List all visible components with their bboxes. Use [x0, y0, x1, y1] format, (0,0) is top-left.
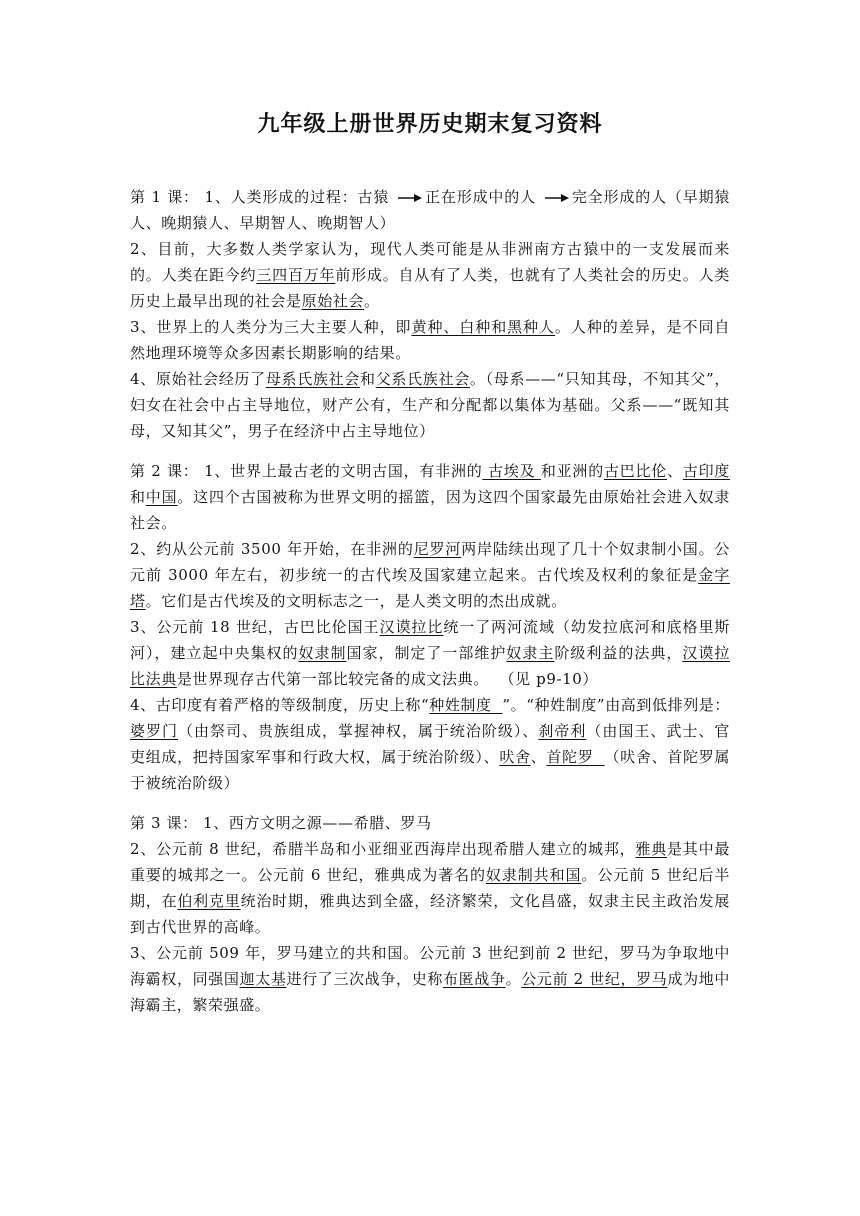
- document-title: 九年级上册世界历史期末复习资料: [257, 112, 603, 137]
- lesson-2-point-1: 第 2 课： 1、世界上最古老的文明古国，有非洲的 古埃及 和亚洲的古巴比伦、古印度和中国。这四个古国被称为世界文明的摇篮，因为这四个国家最先由原始社会进入奴隶社会。: [130, 462, 731, 532]
- lesson-2-point-2: 2、约从公元前 3500 年开始，在非洲的尼罗河两岸陆续出现了几十个奴隶制小国。公元前 3000 年左右，初步统一的古代埃及国家建立起来。古代埃及权利的象征是金字塔。它们是古代埃及的文明标志之一，是人类文明的杰出成就。: [130, 540, 731, 610]
- lesson-1-point-3: 3、世界上的人类分为三大主要人种，即黄种、白种和黑种人。人种的差异，是不同自然地理环境等众多因素长期影响的结果。: [130, 318, 730, 362]
- arrow-right-icon: [397, 193, 423, 203]
- lesson-3-point-3: 3、公元前 509 年，罗马建立的共和国。公元前 3 世纪到前 2 世纪，罗马为争取地中海霸权，同强国迦太基进行了三次战争，史称布匿战争。公元前 2 世纪，罗马成为地中海霸主，繁荣强盛。: [130, 944, 730, 1014]
- lesson-2-heading: 第 2 课：: [130, 462, 199, 480]
- lesson-3-heading: 第 3 课：: [130, 814, 198, 832]
- lesson-3-point-1: 第 3 课： 1、西方文明之源——希腊、罗马: [130, 814, 432, 832]
- lesson-3-point-2: 2、公元前 8 世纪，希腊半岛和小亚细亚西海岸出现希腊人建立的城邦，雅典是其中最重要的城邦之一。公元前 6 世纪，雅典成为著名的奴隶制共和国。公元前 5 世纪后半期，在伯利克里统治时期，雅典达到全盛，经济繁荣，文化昌盛，奴隶主民主政治发展到古代世界的高峰。: [130, 840, 730, 936]
- lesson-2: [130, 458, 730, 796]
- lesson-2-point-4: 4、古印度有着严格的等级制度，历史上称“种姓制度 ”。“种姓制度”由高到低排列是：婆罗门（由祭司、贵族组成，掌握神权，属于统治阶级）、刹帝利（由国王、武士、官吏组成，把持国家军事和行政大权，属于统治阶级）、吠舍、首陀罗 （吠舍、首陀罗属于被统治阶级）: [130, 696, 731, 792]
- lesson-1-point-4: 4、原始社会经历了母系氏族社会和父系氏族社会。（母系——“只知其母，不知其父”，妇女在社会中占主导地位，财产公有，生产和分配都以集体为基础。父系——“既知其母，又知其父”，男子在经济中占主导地位）: [130, 370, 730, 440]
- lesson-1-heading: 第 1 课：: [130, 188, 199, 206]
- lesson-1-point-1: 第 1 课： 1、人类形成的过程：古猿 正在形成中的人 完全形成的人（早期猿人、晚期猿人、早期智人、晚期智人）: [130, 188, 731, 232]
- lesson-2-point-3: 3、公元前 18 世纪，古巴比伦国王汉谟拉比统一了两河流域（幼发拉底河和底格里斯河），建立起中央集权的奴隶制国家，制定了一部维护奴隶主阶级利益的法典，汉谟拉比法典是世界现存古代第一部比较完备的成文法典。 （见 p9-10）: [130, 618, 731, 688]
- arrow-right-icon: [544, 193, 570, 203]
- document-page: [130, 110, 730, 1032]
- lesson-1-point-2: 2、目前，大多数人类学家认为，现代人类可能是从非洲南方古猿中的一支发展而来的。人类在距今约三四百万年前形成。自从有了人类，也就有了人类社会的历史。人类历史上最早出现的社会是原始社会。: [130, 240, 730, 310]
- lesson-1: [130, 184, 730, 444]
- lesson-3: [130, 810, 730, 1018]
